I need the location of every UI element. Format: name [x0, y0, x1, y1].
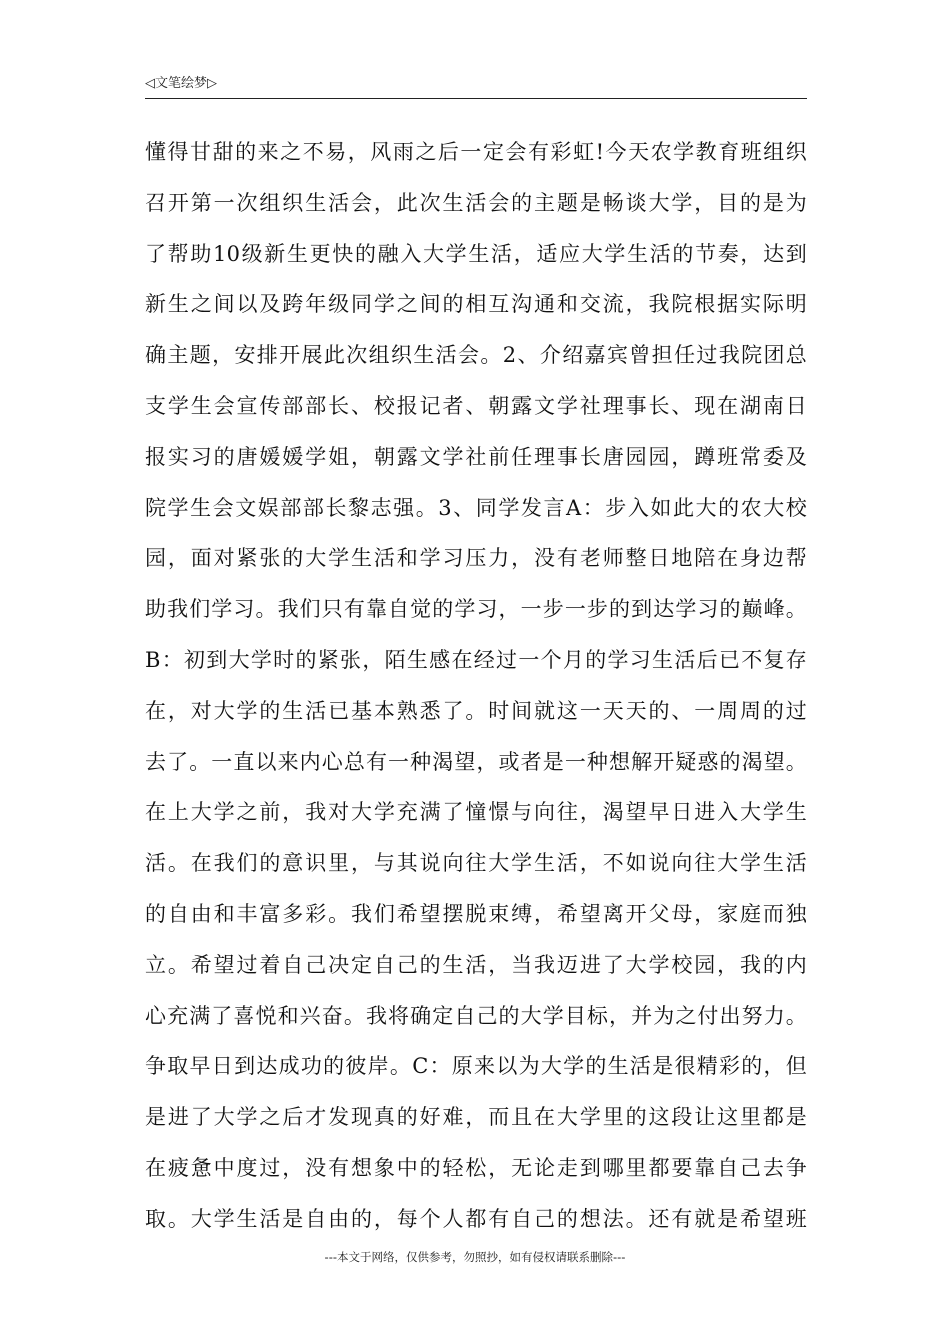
page-footer: ---本文于网络，仅供参考，勿照抄，如有侵权请联系删除--- [324, 1250, 626, 1264]
text-line: 在，对大学的生活已基本熟悉了。时间就这一天天的、一周周的过 [145, 698, 807, 723]
text-line: 去了。一直以来内心总有一种渴望，或者是一种想解开疑惑的渴望。 [145, 749, 807, 774]
page-header [145, 76, 807, 99]
text-line: 是进了大学之后才发现真的好难，而且在大学里的这段让这里都是 [145, 1105, 807, 1130]
document-body [145, 132, 807, 1250]
text-line: 确主题，安排开展此次组织生活会。2、介绍嘉宾曾担任过我院团总 [145, 343, 807, 368]
text-line: 支学生会宣传部部长、校报记者、朝露文学社理事长、现在湖南日 [145, 393, 807, 418]
text-line: B：初到大学时的紧张，陌生感在经过一个月的学习生活后已不复存 [145, 647, 807, 672]
text-line: 心充满了喜悦和兴奋。我将确定自己的大学目标，并为之付出努力。 [145, 1003, 807, 1028]
text-line: 的自由和丰富多彩。我们希望摆脱束缚，希望离开父母，家庭而独 [145, 901, 807, 926]
text-line: 召开第一次组织生活会，此次生活会的主题是畅谈大学，目的是为 [145, 190, 807, 215]
text-line: 院学生会文娱部部长黎志强。3、同学发言A：步入如此大的农大校 [145, 495, 807, 520]
text-line: 取。大学生活是自由的，每个人都有自己的想法。还有就是希望班 [145, 1206, 807, 1231]
text-line: 在上大学之前，我对大学充满了憧憬与向往，渴望早日进入大学生 [145, 800, 807, 825]
text-line: 助我们学习。我们只有靠自觉的学习，一步一步的到达学习的巅峰。 [145, 597, 807, 622]
text-line: 在疲惫中度过，没有想象中的轻松，无论走到哪里都要靠自己去争 [145, 1155, 807, 1180]
text-line: 了帮助10级新生更快的融入大学生活，适应大学生活的节奏，达到 [145, 241, 807, 266]
text-line: 立。希望过着自己决定自己的生活，当我迈进了大学校园，我的内 [145, 952, 807, 977]
text-line: 报实习的唐媛媛学姐，朝露文学社前任理事长唐园园，蹲班常委及 [145, 444, 807, 469]
text-line: 新生之间以及跨年级同学之间的相互沟通和交流，我院根据实际明 [145, 292, 807, 317]
text-line: 懂得甘甜的来之不易，风雨之后一定会有彩虹!今天农学教育班组织 [145, 140, 807, 164]
text-line: 园，面对紧张的大学生活和学习压力，没有老师整日地陪在身边帮 [145, 546, 807, 571]
header-title: ◁文笔绘梦▷ [145, 76, 217, 91]
text-line: 活。在我们的意识里，与其说向往大学生活，不如说向往大学生活 [145, 851, 807, 876]
text-line: 争取早日到达成功的彼岸。C：原来以为大学的生活是很精彩的，但 [145, 1054, 807, 1079]
